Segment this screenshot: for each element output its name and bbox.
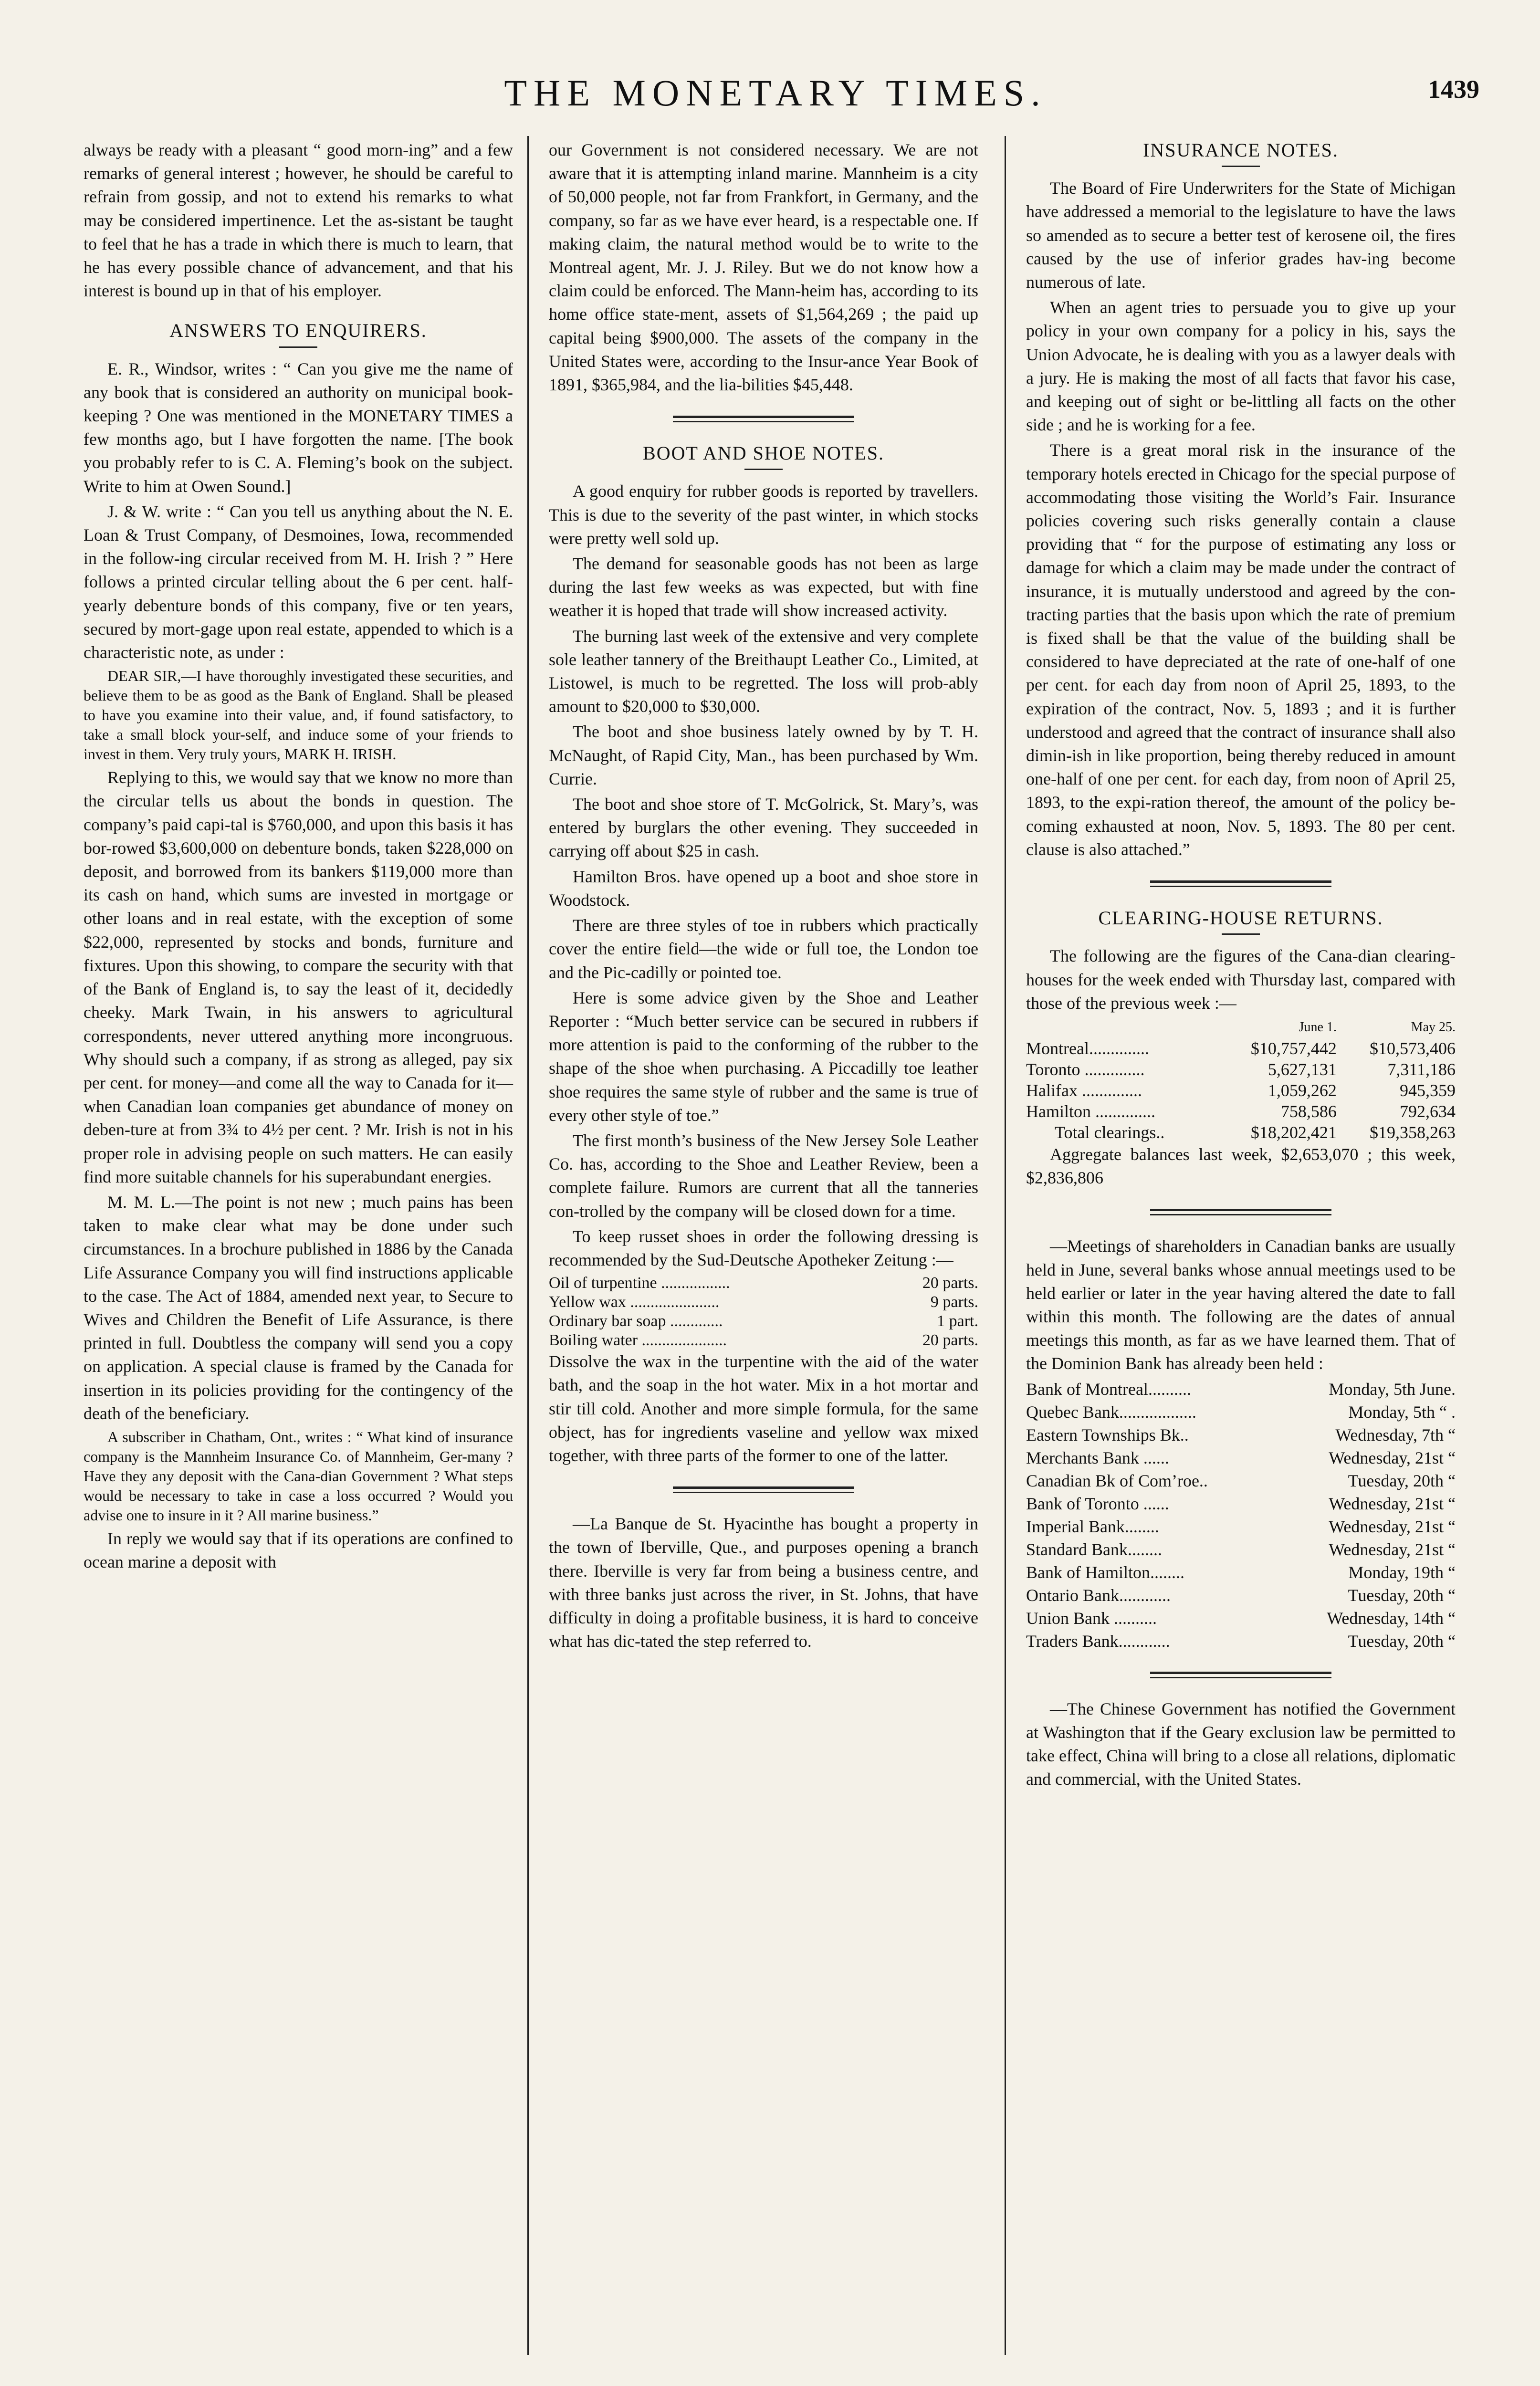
list-item: Bank of Toronto ...... Wednesday, 21st “ bbox=[1026, 1494, 1456, 1513]
table-row: Montreal.............. $10,757,442 $10,573,406 bbox=[1026, 1038, 1456, 1058]
recipe-item: Oil of turpentine ................. 20 parts. bbox=[549, 1274, 978, 1292]
list-item: Bank of Montreal.......... Monday, 5th June. bbox=[1026, 1379, 1456, 1399]
clearing-table bbox=[1026, 1017, 1456, 1143]
paragraph: our Government is not considered necessary. We are not aware that it is attempting inland marine. Mannheim is a city of 50,000 people, not far from Frankfort, in Germany, and the company, so far as we have ever heard, is a respectable one. If making claim, the natural method would be to write to the Montreal agent, Mr. J. J. Riley. But we do not know how a claim could be enforced. The Mann-heim has, according to its home office state-ment, assets of $1,564,269 ; the paid up capital being $900,000. The assets of the company in the United States were, according to the Insur-ance Year Book of 1891, $365,984, and the lia-bilities $45,448. bbox=[549, 140, 978, 395]
list-item: Eastern Townships Bk.. Wednesday, 7th “ bbox=[1026, 1425, 1456, 1444]
list-item: Standard Bank........ Wednesday, 21st “ bbox=[1026, 1539, 1456, 1559]
paragraph: E. R., Windsor, writes : “ Can you give me the name of any book that is considered an authority on municipal book-keeping ? One was mentioned in the MONETARY TIMES a few months ago, but I have forgotten the name. [The book you probably refer to is C. A. Fleming’s book on the subject. Write to him at Owen Sound.] bbox=[84, 359, 513, 496]
paragraph: always be ready with a pleasant “ good morn-ing” and a few remarks of general interest ; however, he should be careful to refrain from gossip, and not to extend his remarks to what may be considered impertinence. Let the as-sistant be taught to feel that he has a trade in which there is much to learn, that he has every possible chance of advancement, and that his interest is bound up in that of his employer. bbox=[84, 140, 513, 301]
paragraph: —La Banque de St. Hyacinthe has bought a property in the town of Iberville, Que., and purposes opening a branch there. Iberville is very far from being a business centre, and with three banks just across the river, in St. Johns, that have difficulty in doing a profitable business, it is hard to conceive what has dic-tated the step referred to. bbox=[549, 1514, 978, 1651]
heading-rule bbox=[1222, 166, 1260, 167]
recipe-item: Ordinary bar soap ............. 1 part. bbox=[549, 1312, 978, 1330]
paragraph: The boot and shoe store of T. McGolrick, St. Mary’s, was entered by burglars the other evening. They succeeded in carrying off about $25 in cash. bbox=[549, 795, 978, 861]
recipe-list bbox=[549, 1274, 978, 1350]
publication-title: THE MONETARY TIMES. bbox=[504, 72, 1047, 114]
paragraph: The first month’s business of the New Jersey Sole Leather Co. has, according to the Shoe and Leather Review, been a complete failure. Rumors are current that all the tanneries con-trolled by the company will be closed down for a time. bbox=[549, 1130, 978, 1221]
meetings-list bbox=[1026, 1378, 1456, 1653]
column-divider bbox=[1005, 136, 1006, 2355]
section-heading-clearing: CLEARING-HOUSE RETURNS. bbox=[1098, 907, 1383, 929]
paragraph: —Meetings of shareholders in Canadian banks are usually held in June, several banks whose annual meetings used to be held earlier or later in the year having altered the date to fall within this month. The following are the dates of annual meetings this month, as far as we have learned them. That of the Dominion Bank has already been held : bbox=[1026, 1236, 1456, 1373]
column-3 bbox=[1026, 138, 1456, 1793]
paragraph: The boot and shoe business lately owned by by T. H. McNaught, of Rapid City, Man., has been purchased by Wm. Currie. bbox=[549, 722, 978, 788]
paragraph: Hamilton Bros. have opened up a boot and shoe store in Woodstock. bbox=[549, 867, 978, 910]
section-separator bbox=[673, 1486, 854, 1493]
balances-note: Aggregate balances last week, $2,653,070 ; this week, $2,836,806 bbox=[1026, 1144, 1456, 1188]
paragraph: When an agent tries to persuade you to give up your policy in your own company for a policy in his, says the Union Advocate, he is dealing with you as a lawyer deals with a jury. He is making the most of all facts that favor his case, and keeping out of sight or be-littling all facts on the other side ; and he is working for a fee. bbox=[1026, 298, 1456, 435]
list-item: Ontario Bank............ Tuesday, 20th “ bbox=[1026, 1585, 1456, 1605]
paragraph: A subscriber in Chatham, Ont., writes : “ What kind of insurance company is the Mannheim Insurance Co. of Mannheim, Ger-many ? Have they any deposit with the Cana-dian Government ? What steps would be necessary to take in case a loss occurred ? Would you advise one to insure in it ? All marine business.” bbox=[84, 1428, 513, 1524]
list-item: Imperial Bank........ Wednesday, 21st “ bbox=[1026, 1517, 1456, 1536]
column-divider bbox=[527, 136, 529, 2355]
paragraph: Here is some advice given by the Shoe and Leather Reporter : “Much better service can be secured in rubbers if more attention is paid to the conforming of the rubber to the shape of the shoe when purchasing. A Piccadilly toe leather shoe requires the same style of rubber and the same is true of every other style of toe.” bbox=[549, 988, 978, 1125]
list-item: Traders Bank............ Tuesday, 20th “ bbox=[1026, 1631, 1456, 1651]
section-separator bbox=[1150, 1209, 1331, 1215]
section-separator bbox=[673, 416, 854, 422]
paragraph: To keep russet shoes in order the following dressing is recommended by the Sud-Deutsche Apotheker Zeitung :— bbox=[549, 1226, 978, 1269]
table-row: Halifax .............. 1,059,262 945,359 bbox=[1026, 1080, 1456, 1100]
list-item: Union Bank .......... Wednesday, 14th “ bbox=[1026, 1608, 1456, 1628]
paragraph: M. M. L.—The point is not new ; much pains has been taken to make clear what may be done under such circumstances. In a brochure published in 1886 by the Canada Life Assurance Company you will find instructions applicable to the case. The Act of 1884, amended next year, to Secure to Wives and Children the Benefit of Life Assurance, is there printed in full. Doubtless the company will send you a copy on application. A special clause is framed by the Canada for insertion in its policies providing for the contingency of the death of the beneficiary. bbox=[84, 1192, 513, 1423]
heading-rule bbox=[1222, 933, 1260, 935]
column-1 bbox=[84, 138, 513, 1576]
list-item: Bank of Hamilton........ Monday, 19th “ bbox=[1026, 1562, 1456, 1582]
heading-rule bbox=[744, 469, 783, 470]
paragraph: —The Chinese Government has notified the Government at Washington that if the Geary exclusion law be permitted to take effect, China will bring to a close all relations, diplomatic and commercial, with the United States. bbox=[1026, 1699, 1456, 1789]
paragraph: Dissolve the wax in the turpentine with the aid of the water bath, and the soap in the hot water. Mix in a hot mortar and stir till cold. Another and more simple formula, for the same object, has for ingredients vaseline and yellow wax mixed together, with three parts of the former to one of the latter. bbox=[549, 1352, 978, 1465]
paragraph: Replying to this, we would say that we know no more than the circular tells us about the bonds in question. The company’s paid capi-tal is $760,000, and upon this basis it has bor-rowed $3,600,000 on debenture bonds, taken $228,000 on deposit, and borrowed from its bankers $119,000 more than its cash on hand, which sums are invested in mortgage or other loans and in real estate, with the exception of some $22,000, represented by stocks and bonds, furniture and fixtures. Upon this showing, to compare the security with that of the Bank of England is, to say the least of it, decidedly cheeky. Mark Twain, in his answers to agricultural correspondents, never uttered anything more incongruous. Why should such a company, if as strong as alleged, pay six per cent. for money—and come all the way to Canada for it—when Canadian loan companies get abundance of money on deben-ture at from 3¾ to 4½ per cent. ? Mr. Irish is not in his proper role in advising people on such matters. He can easily find more suitable channels for his superabundant energies. bbox=[84, 768, 513, 1186]
column-2 bbox=[549, 138, 978, 1655]
recipe-item: Yellow wax ...................... 9 parts. bbox=[549, 1293, 978, 1311]
paragraph: The burning last week of the extensive and very complete sole leather tannery of the Breithaupt Leather Co., Limited, at Listowel, is much to be regretted. The loss will prob-ably amount to $20,000 to $30,000. bbox=[549, 626, 978, 716]
heading-rule bbox=[279, 346, 317, 348]
table-header-row: June 1. May 25. bbox=[1299, 1019, 1456, 1035]
recipe-item: Boiling water ..................... 20 parts. bbox=[549, 1331, 978, 1350]
paragraph: The demand for seasonable goods has not been as large during the last few weeks as was expected, but with fine weather it is hoped that trade will show increased activity. bbox=[549, 554, 978, 620]
page-number: 1439 bbox=[1428, 75, 1479, 104]
section-heading-answers: ANSWERS TO ENQUIRERS. bbox=[169, 320, 427, 342]
table-row: Toronto .............. 5,627,131 7,311,186 bbox=[1026, 1059, 1456, 1079]
list-item: Merchants Bank ...... Wednesday, 21st “ bbox=[1026, 1448, 1456, 1467]
section-heading-insurance: INSURANCE NOTES. bbox=[1143, 139, 1339, 161]
paragraph: A good enquiry for rubber goods is reported by travellers. This is due to the severity of the past winter, in which stocks were pretty well sold up. bbox=[549, 481, 978, 548]
paragraph: The Board of Fire Underwriters for the State of Michigan have addressed a memorial to the legislature to have the laws so amended as to secure a better test of kerosene oil, the fires caused by the use of inferior grades hav-ing become numerous of late. bbox=[1026, 178, 1456, 292]
list-item: Quebec Bank.................. Monday, 5th “ . bbox=[1026, 1402, 1456, 1422]
list-item: Canadian Bk of Com’roe.. Tuesday, 20th “ bbox=[1026, 1471, 1456, 1490]
paragraph: There are three styles of toe in rubbers which practically cover the entire field—the wide or full toe, the London toe and the Pic-cadilly or pointed toe. bbox=[549, 916, 978, 982]
paragraph: There is a great moral risk in the insurance of the temporary hotels erected in Chicago for the special purpose of accommodating those visiting the World’s Fair. Insurance policies covering such risks generally contain a clause providing that “ for the purpose of estimating any loss or damage for which a claim may be made under the contract of insurance, it is mutually understood and agreed by the con-tracting parties that the basis upon which the rate of premium is fixed shall be that the value of the building shall be considered to have depreciated at the rate of one-half of one per cent. for each day from noon of April 25, 1893, to the expiration of the contract, Nov. 5, 1893 ; and it is further understood and agreed that the contract of insurance shall also dimin-ish in like proportion, being thereby reduced in amount one-half of one per cent. for each day, from noon of April 25, 1893, to the expi-ration thereof, the amount of the policy be-coming exhausted at noon, Nov. 5, 1893. The 80 per cent. clause is also attached.” bbox=[1026, 440, 1456, 859]
paragraph: In reply we would say that if its operations are confined to ocean marine a deposit with bbox=[84, 1528, 513, 1572]
masthead bbox=[72, 72, 1479, 134]
section-separator bbox=[1150, 1672, 1331, 1678]
quoted-letter: DEAR SIR,—I have thoroughly investigated these securities, and believe them to be as good as the Bank of England. Shall be pleased to have you examine into their value, and, if found satisfactory, to take a small block your-self, and induce some of your friends to invest in them. Very truly yours, MARK H. IRISH. bbox=[84, 667, 513, 763]
table-row: Hamilton .............. 758,586 792,634 bbox=[1026, 1101, 1456, 1121]
paragraph: J. & W. write : “ Can you tell us anything about the N. E. Loan & Trust Company, of Desmoines, Iowa, recommended in the follow-ing circular received from M. H. Irish ? ” Here follows a printed circular telling about the 6 per cent. half-yearly debenture bonds of this company, five or ten years, secured by mort-gage upon real estate, appended to which is a characteristic note, as under : bbox=[84, 502, 513, 662]
table-total-row: Total clearings.. $18,202,421 $19,358,263 bbox=[1055, 1122, 1456, 1142]
paragraph: The following are the figures of the Cana-dian clearing-houses for the week ended with Thursday last, compared with those of the previous week :— bbox=[1026, 946, 1456, 1013]
section-separator bbox=[1150, 880, 1331, 887]
section-heading-boot-shoe: BOOT AND SHOE NOTES. bbox=[643, 442, 884, 464]
